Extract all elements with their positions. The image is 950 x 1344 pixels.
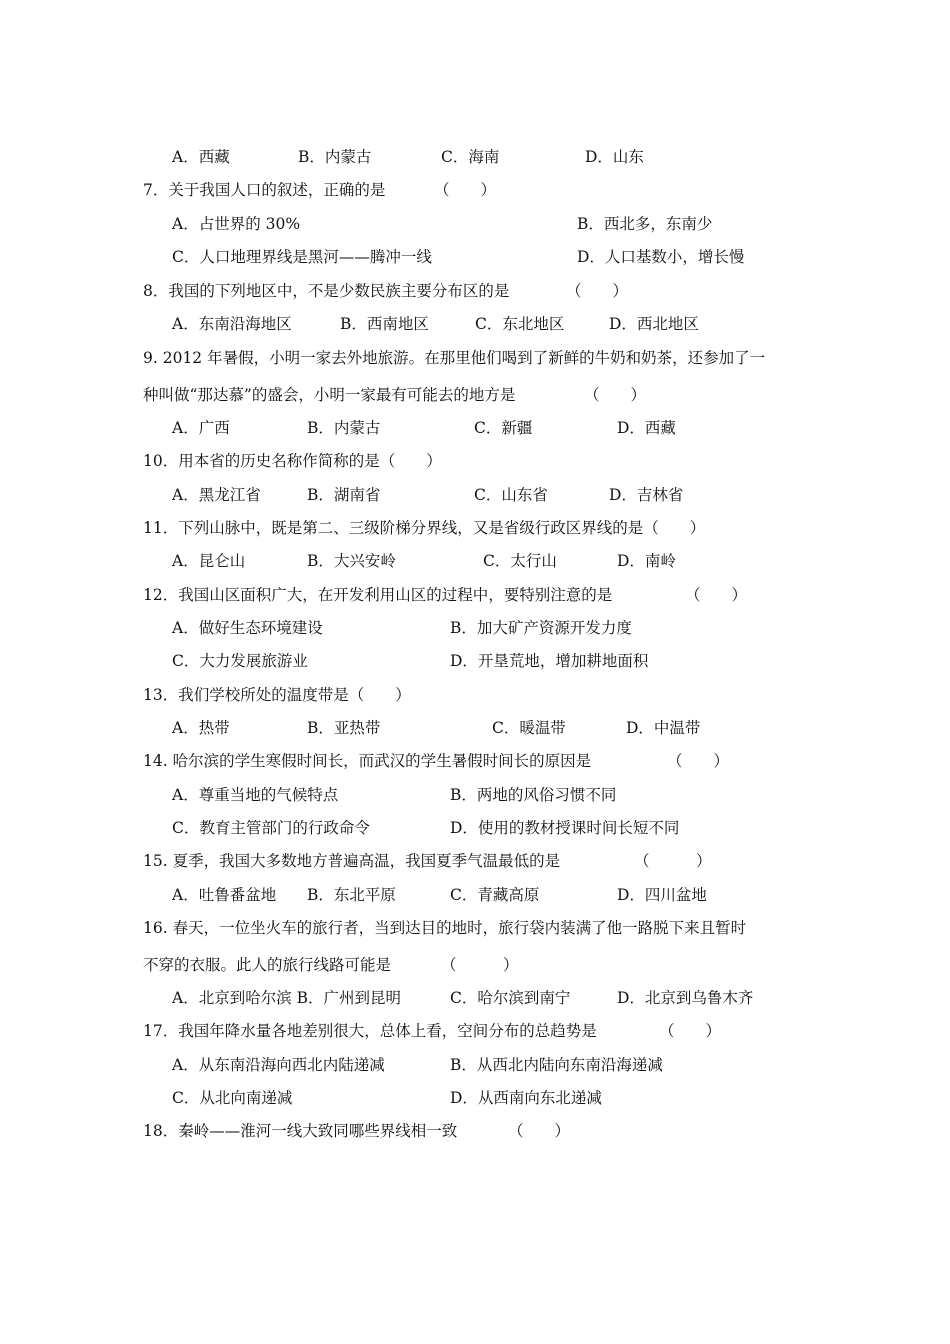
text-segment: （ ）: [634, 852, 712, 870]
text-segment: D．开垦荒地，增加耕地面积: [450, 652, 649, 670]
text-segment: A．昆仑山: [172, 552, 246, 570]
text-segment: D．四川盆地: [617, 886, 707, 904]
text-segment: A．占世界的 30%: [172, 215, 301, 233]
text-segment: D．西藏: [617, 419, 676, 437]
text-segment: C．新疆: [474, 419, 533, 437]
text-segment: （ ）: [441, 956, 519, 974]
text-segment: 9. 2012 年暑假，小明一家去外地旅游。在那里他们喝到了新鲜的牛奶和奶茶，还参加了一: [143, 349, 766, 367]
question-stem: 15. 夏季，我国大多数地方普遍高温，我国夏季气温最低的是: [143, 852, 561, 870]
text-segment: 10．用本省的历史名称作简称的是（ ）: [143, 452, 442, 470]
text-segment: B．两地的风俗习惯不同: [450, 786, 617, 804]
text-segment: 13．我们学校所处的温度带是（ ）: [143, 686, 411, 704]
text-segment: C．海南: [441, 148, 500, 166]
text-segment: C．青藏高原: [450, 886, 540, 904]
text-segment: D．山东: [585, 148, 644, 166]
text-segment: C．东北地区: [475, 315, 565, 333]
text-segment: C．暖温带: [492, 719, 566, 737]
text-segment: C．教育主管部门的行政命令: [172, 819, 370, 837]
text-segment: 16. 春天，一位坐火车的旅行者，当到达目的地时，旅行袋内装满了他一路脱下来且暂时: [143, 919, 747, 937]
text-segment: C．人口地理界线是黑河——腾冲一线: [172, 248, 432, 266]
text-segment: A．北京到哈尔滨 B．广州到昆明: [172, 989, 402, 1007]
text-segment: （ ）: [584, 386, 647, 404]
text-segment: B．湖南省: [307, 486, 381, 504]
text-segment: A．做好生态环境建设: [172, 619, 323, 637]
text-segment: D．吉林省: [609, 486, 684, 504]
text-segment: A．广西: [172, 419, 230, 437]
text-segment: B．西南地区: [340, 315, 429, 333]
text-segment: A．黑龙江省: [172, 486, 261, 504]
question-stem: 7．关于我国人口的叙述，正确的是: [143, 181, 386, 199]
text-segment: B．大兴安岭: [307, 552, 396, 570]
text-segment: C．从北向南递减: [172, 1089, 293, 1107]
text-segment: D．北京到乌鲁木齐: [617, 989, 754, 1007]
text-segment: D．中温带: [626, 719, 701, 737]
text-segment: B．从西北内陆向东南沿海递减: [450, 1056, 663, 1074]
text-segment: 11．下列山脉中，既是第二、三级阶梯分界线，又是省级行政区界线的是（ ）: [143, 519, 706, 537]
text-segment: （ ）: [566, 282, 629, 300]
text-segment: B．内蒙古: [298, 148, 372, 166]
text-segment: D．从西南向东北递减: [450, 1089, 602, 1107]
question-stem: 14. 哈尔滨的学生寒假时间长，而武汉的学生暑假时间长的原因是: [143, 752, 592, 770]
text-segment: B．西北多，东南少: [577, 215, 713, 233]
text-segment: （ ）: [659, 1022, 722, 1040]
question-stem: 8．我国的下列地区中，不是少数民族主要分布区的是: [143, 282, 510, 300]
text-segment: 种叫做“那达慕”的盛会，小明一家最有可能去的地方是: [143, 386, 516, 404]
text-segment: B．加大矿产资源开发力度: [450, 619, 632, 637]
text-segment: D．南岭: [617, 552, 676, 570]
text-segment: 不穿的衣服。此人的旅行线路可能是: [143, 956, 392, 974]
text-segment: C．哈尔滨到南宁: [450, 989, 571, 1007]
text-segment: （ ）: [685, 586, 748, 604]
text-segment: D．西北地区: [609, 315, 699, 333]
text-segment: A．尊重当地的气候特点: [172, 786, 339, 804]
question-stem: 17．我国年降水量各地差别很大，总体上看，空间分布的总趋势是: [143, 1022, 597, 1040]
text-segment: A．西藏: [172, 148, 230, 166]
text-segment: （ ）: [434, 181, 497, 199]
text-segment: D．人口基数小，增长慢: [577, 248, 745, 266]
text-segment: B．东北平原: [307, 886, 396, 904]
text-segment: C．太行山: [483, 552, 557, 570]
text-segment: A．从东南沿海向西北内陆递减: [172, 1056, 385, 1074]
text-segment: A．吐鲁番盆地: [172, 886, 277, 904]
text-segment: B．内蒙古: [307, 419, 381, 437]
question-stem: 18．秦岭——淮河一线大致同哪些界线相一致: [143, 1122, 458, 1140]
text-segment: D．使用的教材授课时间长短不同: [450, 819, 680, 837]
text-segment: C．大力发展旅游业: [172, 652, 308, 670]
text-segment: B．亚热带: [307, 719, 381, 737]
text-segment: C．山东省: [474, 486, 548, 504]
text-segment: （ ）: [667, 752, 730, 770]
text-segment: A．东南沿海地区: [172, 315, 292, 333]
text-segment: A．热带: [172, 719, 230, 737]
question-stem: 12．我国山区面积广大，在开发利用山区的过程中，要特别注意的是: [143, 586, 613, 604]
text-segment: （ ）: [508, 1122, 571, 1140]
